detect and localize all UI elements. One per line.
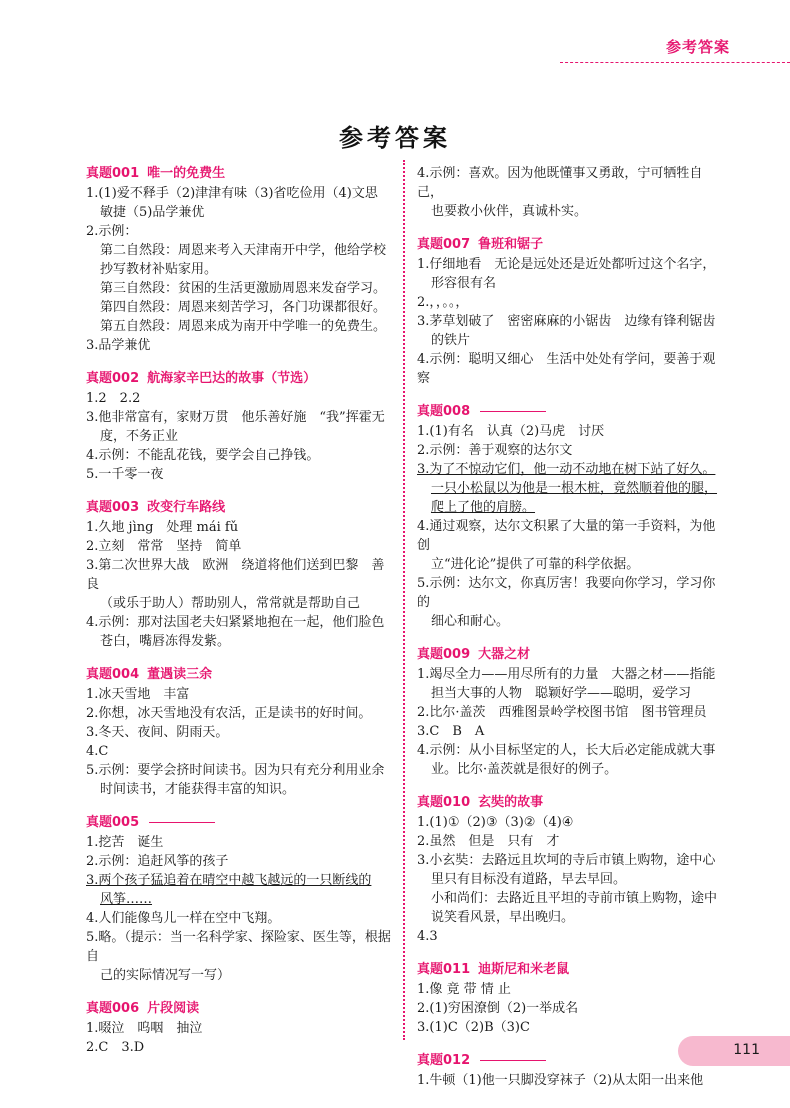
answer-line: 1.啜泣 呜咽 抽泣: [86, 1021, 203, 1036]
section-number: 真题009: [417, 647, 471, 662]
section-heading: [86, 369, 391, 388]
answer-section: [86, 164, 391, 355]
answer-line: 里只有目标没有道路，早去早回。: [431, 872, 627, 887]
answer-line: 担当大事的人物 聪颖好学——聪明，爱学习: [431, 686, 692, 701]
answer-line: 形容很有名: [431, 276, 497, 291]
section-title: 董遇读三余: [147, 667, 213, 682]
answer-line: 1.冰天雪地 丰富: [86, 687, 190, 702]
answer-line: 3.(1)C（2)B（3)C: [417, 1020, 530, 1035]
section-title: 航海家辛巴达的故事（节选）: [147, 371, 317, 386]
section-number: 真题012: [417, 1053, 471, 1068]
answer-line: 3.品学兼优: [86, 338, 151, 353]
answer-line: 4.示例：喜欢。因为他既懂事又勇敢，宁可牺牲自己，: [417, 166, 703, 200]
answer-line: 2.你想，冰天雪地没有农活，正是读书的好时间。: [86, 706, 372, 721]
section-number: 真题003: [86, 500, 140, 515]
answer-line: 小和尚们：去路近且平坦的寺前市镇上购物，途中: [431, 891, 718, 906]
answer-section: [417, 645, 722, 779]
answer-section: [86, 369, 391, 484]
answer-line: 细心和耐心。: [431, 614, 510, 629]
answer-line: 1.挖苦 诞生: [86, 835, 164, 850]
answer-line: 5.示例：达尔文，你真厉害！我要向你学习，学习你的: [417, 576, 716, 610]
title-blank-line: [480, 1060, 546, 1061]
answer-line: 3.为了不惊动它们，他一动不动地在树下站了好久。: [417, 462, 716, 477]
answer-line: 4.C: [86, 744, 109, 759]
section-heading: [417, 1051, 722, 1070]
answer-line: 3.冬天、夜间、阴雨天。: [86, 725, 229, 740]
answer-line: 2.虽然 但是 只有 才: [417, 834, 560, 849]
section-title: 改变行车路线: [147, 500, 226, 515]
section-heading: [86, 999, 391, 1018]
answer-line: 的铁片: [431, 333, 471, 348]
page-number: 111: [733, 1042, 760, 1058]
answer-line: 5.示例：要学会挤时间读书。因为只有充分利用业余: [86, 763, 385, 778]
answer-section: [86, 813, 391, 985]
section-title: 鲁班和锯子: [478, 237, 544, 252]
section-number: 真题004: [86, 667, 140, 682]
answer-line: 风筝……: [100, 892, 153, 907]
answer-line: 抄写教材补贴家用。: [100, 262, 218, 277]
section-heading: [417, 793, 722, 812]
answer-line: 3.小玄奘：去路远且坎坷的寺后市镇上购物，途中心: [417, 853, 716, 868]
section-heading: [417, 645, 722, 664]
answer-line: 敏捷（5)品学兼优: [100, 205, 205, 220]
answer-line: 第三自然段：贫困的生活更激励周恩来发奋学习。: [100, 281, 387, 296]
answer-line: 1.(1)爱不释手（2)津津有味（3)省吃俭用（4)文思: [86, 186, 378, 201]
answer-line: 4.示例：那对法国老夫妇紧紧地抱在一起，他们脸色: [86, 615, 385, 630]
section-heading: [417, 402, 722, 421]
answer-section: [417, 960, 722, 1037]
answer-line: 也要救小伙伴，真诚朴实。: [431, 204, 588, 219]
answer-line: 第二自然段：周恩来考入天津南开中学，他给学校: [100, 243, 387, 258]
header-tag: 参考答案: [665, 38, 730, 56]
answer-line: 2.比尔·盖茨 西雅图景岭学校图书馆 图书管理员: [417, 705, 707, 720]
answer-section: [417, 1051, 722, 1090]
answer-line: 2.C 3.D: [86, 1040, 145, 1055]
answer-line: 3.C B A: [417, 724, 485, 739]
answer-line: 1.仔细地看 无论是远处还是近处都听过这个名字，: [417, 257, 716, 272]
section-number: 真题008: [417, 404, 471, 419]
answer-line: 1.2 2.2: [86, 391, 141, 406]
column-divider: [403, 160, 405, 1040]
answer-line: 4.示例：不能乱花钱，要学会自己挣钱。: [86, 448, 320, 463]
answer-line: 1.牛顿（1)他一只脚没穿袜子（2)从太阳一出来他: [417, 1073, 704, 1088]
answer-line: 4.示例：从小目标坚定的人，长大后必定能成就大事: [417, 743, 716, 758]
section-number: 真题010: [417, 795, 471, 810]
section-number: 真题005: [86, 815, 140, 830]
section-number: 真题006: [86, 1001, 140, 1016]
answer-section: [86, 665, 391, 799]
section-heading: [417, 235, 722, 254]
answer-line: 1.久地 jìng 处理 mái fǔ: [86, 520, 239, 535]
left-column: [86, 164, 391, 1071]
answer-line: 时间读书，才能获得丰富的知识。: [100, 782, 296, 797]
section-number: 真题007: [417, 237, 471, 252]
answer-line: 立“进化论”提供了可靠的科学依据。: [431, 557, 640, 572]
title-blank-line: [149, 822, 215, 823]
section-heading: [86, 813, 391, 832]
header-divider: [560, 62, 790, 63]
right-column: [417, 164, 722, 1104]
title-blank-line: [480, 411, 546, 412]
answer-line: 3.第二次世界大战 欧洲 绕道将他们送到巴黎 善良: [86, 558, 385, 592]
answer-line: 度，不务正业: [100, 429, 179, 444]
answer-line: 1.像 竟 带 情 止: [417, 982, 511, 997]
answer-section: [86, 999, 391, 1057]
answer-line: 2.示例：追赶风筝的孩子: [86, 854, 229, 869]
section-heading: [86, 498, 391, 517]
answer-line: 2.(1)穷困潦倒（2)一举成名: [417, 1001, 579, 1016]
answer-line: 2.立刻 常常 坚持 简单: [86, 539, 242, 554]
section-number: 真题011: [417, 962, 471, 977]
answer-line: 爬上了他的肩膀。: [431, 500, 536, 515]
answer-line: 1.(1)有名 认真（2)马虎 讨厌: [417, 424, 605, 439]
section-title: 玄奘的故事: [478, 795, 544, 810]
answer-line: 3.茅草划破了 密密麻麻的小锯齿 边缘有锋利锯齿: [417, 314, 716, 329]
section-title: 唯一的免费生: [147, 166, 226, 181]
answer-line: 2.示例：: [86, 224, 138, 239]
answer-line: 第五自然段：周恩来成为南开中学唯一的免费生。: [100, 319, 387, 334]
section-number: 真题001: [86, 166, 140, 181]
section-title: 片段阅读: [147, 1001, 200, 1016]
answer-line: 5.一千零一夜: [86, 467, 164, 482]
section-heading: [86, 164, 391, 183]
answer-line: 4.3: [417, 929, 438, 944]
answer-line: 2.，，。。，: [417, 295, 469, 310]
answer-line: 2.示例：善于观察的达尔文: [417, 443, 573, 458]
section-title: 迪斯尼和米老鼠: [478, 962, 570, 977]
answer-line: 4.通过观察，达尔文积累了大量的第一手资料，为他创: [417, 519, 716, 553]
section-number: 真题002: [86, 371, 140, 386]
answer-line: 4.示例：聪明又细心 生活中处处有学问，要善于观察: [417, 352, 716, 386]
answer-section: [417, 164, 722, 221]
page-title: 参考答案: [339, 123, 451, 152]
answer-line: 3.他非常富有，家财万贯 他乐善好施 “我”挥霍无: [86, 410, 385, 425]
answer-section: [417, 235, 722, 388]
answer-line: 4.人们能像鸟儿一样在空中飞翔。: [86, 911, 281, 926]
answer-line: 说笑看风景，早出晚归。: [431, 910, 575, 925]
answer-line: 业。比尔·盖茨就是很好的例子。: [431, 762, 618, 777]
answer-section: [86, 498, 391, 651]
answer-line: （或乐于助人）帮助别人，常常就是帮助自己: [100, 596, 361, 611]
answer-section: [417, 402, 722, 631]
answer-line: 一只小松鼠以为他是一根木桩，竟然顺着他的腿，: [431, 481, 718, 496]
answer-line: 第四自然段：周恩来刻苦学习，各门功课都很好。: [100, 300, 387, 315]
answer-line: 3.两个孩子猛追着在晴空中越飞越远的一只断线的: [86, 873, 372, 888]
answer-line: 1.竭尽全力——用尽所有的力量 大器之材——指能: [417, 667, 716, 682]
answer-line: 苍白，嘴唇冻得发紫。: [100, 634, 231, 649]
section-heading: [86, 665, 391, 684]
answer-line: 1.(1)①（2)③（3)②（4)④: [417, 815, 574, 830]
section-heading: [417, 960, 722, 979]
section-title: 大器之材: [478, 647, 531, 662]
answer-line: 己的实际情况写一写）: [100, 968, 231, 983]
answer-line: 5.略。（提示：当一名科学家、探险家、医生等，根据自: [86, 930, 391, 964]
answer-section: [417, 793, 722, 946]
